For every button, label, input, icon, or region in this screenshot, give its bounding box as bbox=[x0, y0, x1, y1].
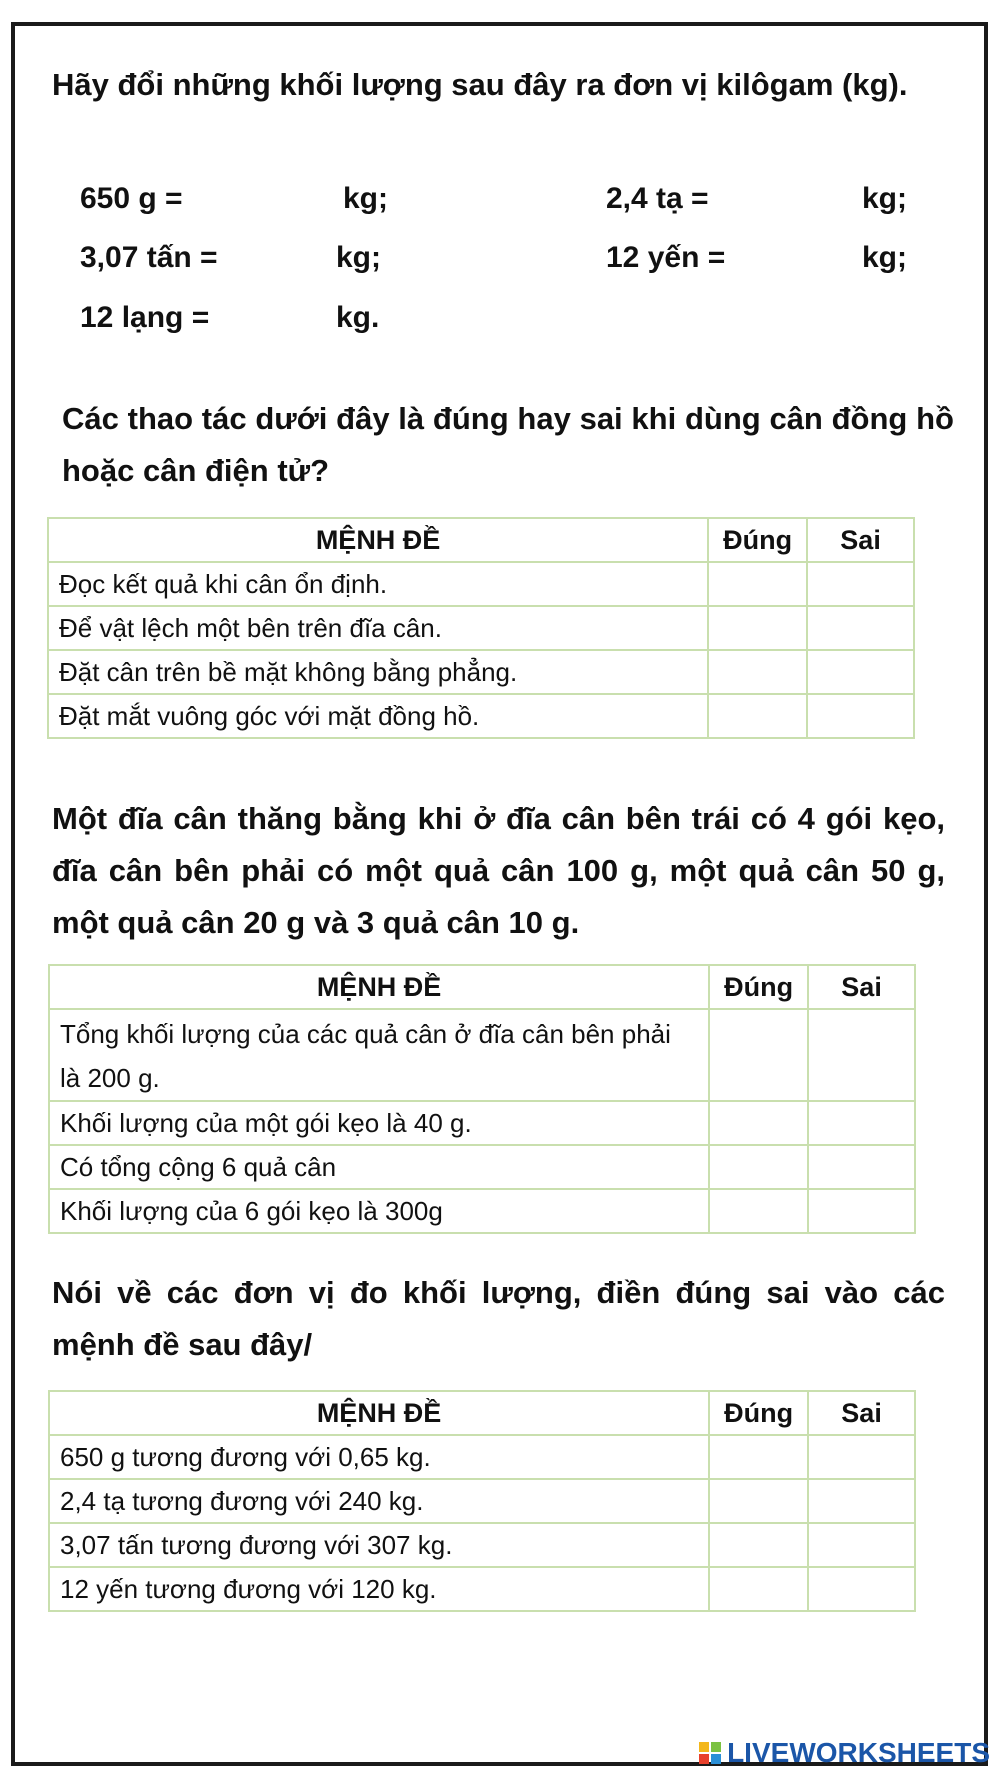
statement-text: 2,4 tạ tương đương với 240 kg. bbox=[49, 1479, 709, 1523]
statement-text: Có tổng cộng 6 quả cân bbox=[49, 1145, 709, 1189]
header-false: Sai bbox=[808, 965, 915, 1009]
logo-square-1 bbox=[699, 1742, 709, 1752]
logo-square-2 bbox=[711, 1742, 721, 1752]
false-answer-cell[interactable] bbox=[808, 1101, 915, 1145]
true-answer-cell[interactable] bbox=[709, 1479, 808, 1523]
false-answer-cell[interactable] bbox=[808, 1189, 915, 1233]
q1-12lang-unit: kg. bbox=[336, 301, 380, 334]
statement-text: Khối lượng của một gói kẹo là 40 g. bbox=[49, 1101, 709, 1145]
table-row bbox=[48, 562, 914, 606]
logo-text: LIVEWORKSHEETS bbox=[727, 1737, 990, 1768]
q3-table bbox=[48, 964, 916, 1234]
q1-12yen-label: 12 yến = bbox=[606, 241, 726, 274]
q1-650g-unit: kg; bbox=[343, 182, 388, 215]
table-row bbox=[48, 606, 914, 650]
table-row bbox=[49, 1567, 915, 1611]
true-answer-cell[interactable] bbox=[709, 1523, 808, 1567]
header-false: Sai bbox=[807, 518, 914, 562]
false-answer-cell[interactable] bbox=[807, 650, 914, 694]
liveworksheets-logo bbox=[699, 1737, 990, 1769]
q1-row-2 bbox=[0, 238, 1000, 278]
true-answer-cell[interactable] bbox=[708, 694, 807, 738]
q1-row-3 bbox=[0, 298, 1000, 338]
table-row bbox=[49, 1523, 915, 1567]
logo-square-4 bbox=[711, 1754, 721, 1764]
table-row bbox=[49, 1435, 915, 1479]
q1-row-1 bbox=[0, 179, 1000, 219]
q2-prompt: Các thao tác dưới đây là đúng hay sai khi dùng cân đồng hồ hoặc cân điện tử? bbox=[62, 401, 954, 488]
q1-650g-label: 650 g = bbox=[80, 182, 183, 215]
q1-12lang-label: 12 lạng = bbox=[80, 301, 210, 334]
q2-table bbox=[47, 517, 915, 739]
true-answer-cell[interactable] bbox=[709, 1145, 808, 1189]
q1-24ta-unit: kg; bbox=[862, 182, 907, 215]
header-true: Đúng bbox=[709, 1391, 808, 1435]
header-statement: MỆNH ĐỀ bbox=[48, 518, 708, 562]
q4-table bbox=[48, 1390, 916, 1612]
table-row bbox=[49, 1479, 915, 1523]
table-header-row bbox=[48, 518, 914, 562]
q3-prompt: Một đĩa cân thăng bằng khi ở đĩa cân bên trái có 4 gói kẹo, đĩa cân bên phải có một quả cân 100 g, một quả cân 50 g, một quả cân 20 g và 3 quả cân 10 g. bbox=[52, 801, 945, 940]
true-answer-cell[interactable] bbox=[708, 650, 807, 694]
q1-prompt: Hãy đổi những khối lượng sau đây ra đơn vị kilôgam (kg). bbox=[52, 67, 908, 102]
table-row bbox=[48, 694, 914, 738]
statement-text: 650 g tương đương với 0,65 kg. bbox=[49, 1435, 709, 1479]
q1-12yen-unit: kg; bbox=[862, 241, 907, 274]
table-row bbox=[49, 1145, 915, 1189]
header-true: Đúng bbox=[709, 965, 808, 1009]
liveworksheets-mark-icon bbox=[699, 1742, 721, 1764]
statement-text: 12 yến tương đương với 120 kg. bbox=[49, 1567, 709, 1611]
false-answer-cell[interactable] bbox=[808, 1009, 915, 1101]
table-header-row bbox=[49, 1391, 915, 1435]
true-answer-cell[interactable] bbox=[709, 1567, 808, 1611]
true-answer-cell[interactable] bbox=[709, 1009, 808, 1101]
true-answer-cell[interactable] bbox=[708, 562, 807, 606]
statement-text: Đặt mắt vuông góc với mặt đồng hồ. bbox=[48, 694, 708, 738]
statement-text: Đặt cân trên bề mặt không bằng phẳng. bbox=[48, 650, 708, 694]
table-header-row bbox=[49, 965, 915, 1009]
q1-307tan-unit: kg; bbox=[336, 241, 381, 274]
statement-text: Đọc kết quả khi cân ổn định. bbox=[48, 562, 708, 606]
statement-text: Khối lượng của 6 gói kẹo là 300g bbox=[49, 1189, 709, 1233]
q1-24ta-label: 2,4 tạ = bbox=[606, 182, 709, 215]
true-answer-cell[interactable] bbox=[708, 606, 807, 650]
table-row bbox=[49, 1101, 915, 1145]
true-answer-cell[interactable] bbox=[709, 1101, 808, 1145]
table-row bbox=[49, 1189, 915, 1233]
header-statement: MỆNH ĐỀ bbox=[49, 1391, 709, 1435]
header-statement: MỆNH ĐỀ bbox=[49, 965, 709, 1009]
q1-307tan-label: 3,07 tấn = bbox=[80, 241, 218, 274]
false-answer-cell[interactable] bbox=[808, 1523, 915, 1567]
false-answer-cell[interactable] bbox=[807, 606, 914, 650]
statement-text: Để vật lệch một bên trên đĩa cân. bbox=[48, 606, 708, 650]
table-row bbox=[49, 1009, 915, 1101]
false-answer-cell[interactable] bbox=[808, 1435, 915, 1479]
q4-prompt: Nói về các đơn vị đo khối lượng, điền đúng sai vào các mệnh đề sau đây/ bbox=[52, 1275, 945, 1362]
statement-text: 3,07 tấn tương đương với 307 kg. bbox=[49, 1523, 709, 1567]
false-answer-cell[interactable] bbox=[808, 1145, 915, 1189]
table-row bbox=[48, 650, 914, 694]
false-answer-cell[interactable] bbox=[808, 1479, 915, 1523]
header-false: Sai bbox=[808, 1391, 915, 1435]
false-answer-cell[interactable] bbox=[807, 562, 914, 606]
header-true: Đúng bbox=[708, 518, 807, 562]
logo-square-3 bbox=[699, 1754, 709, 1764]
false-answer-cell[interactable] bbox=[808, 1567, 915, 1611]
true-answer-cell[interactable] bbox=[709, 1435, 808, 1479]
statement-text: Tổng khối lượng của các quả cân ở đĩa cân bên phải là 200 g. bbox=[49, 1009, 709, 1101]
false-answer-cell[interactable] bbox=[807, 694, 914, 738]
true-answer-cell[interactable] bbox=[709, 1189, 808, 1233]
